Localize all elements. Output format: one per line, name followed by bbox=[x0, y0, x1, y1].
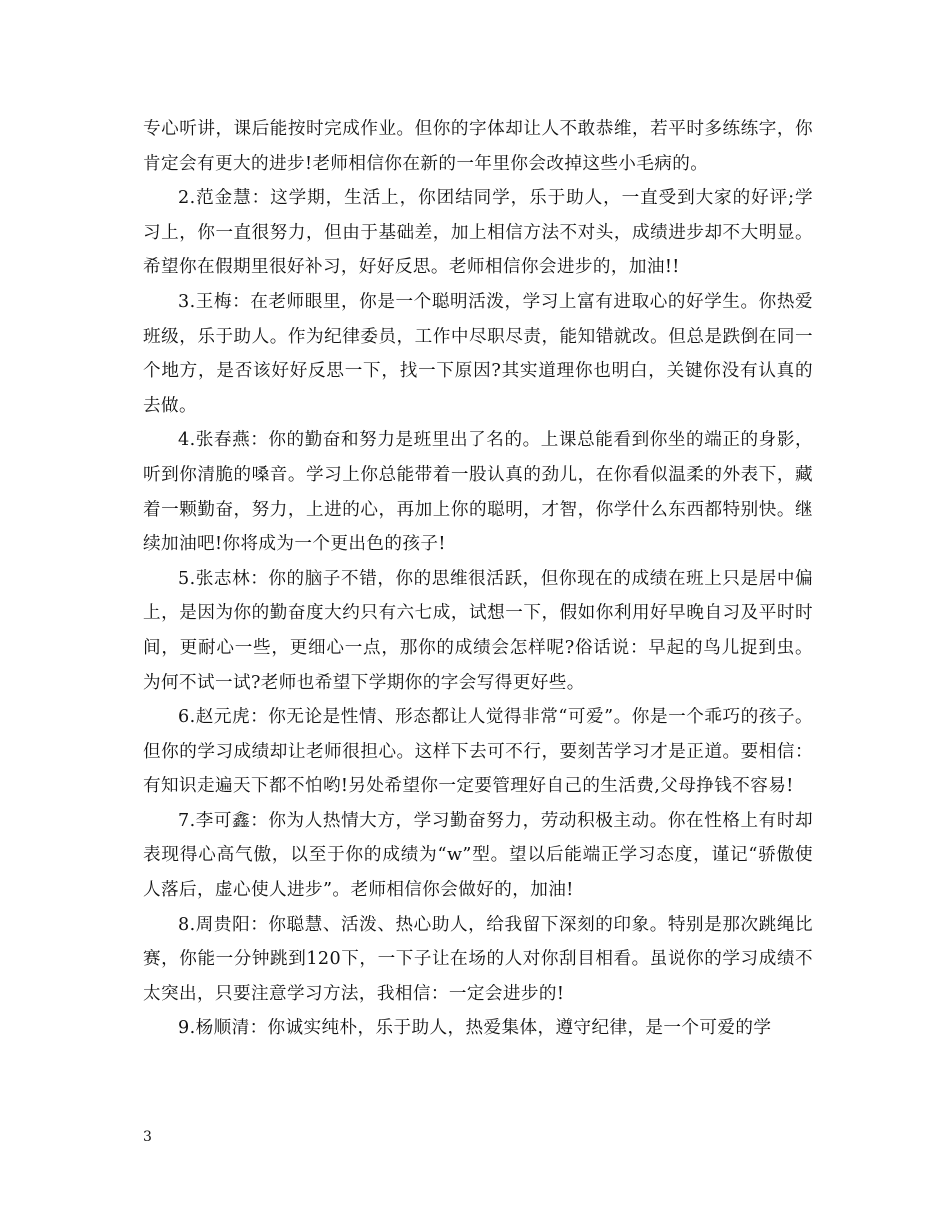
paragraph-comment-4: 4.张春燕：你的勤奋和努力是班里出了名的。上课总能看到你坐的端正的身影，听到你清脆的嗓音。学习上你总能带着一股认真的劲儿，在你看似温柔的外表下，藏着一颗勤奋，努力，上进的心，再加上你的聪明，才智，你学什么东西都特别快。继续加油吧!你将成为一个更出色的孩子! bbox=[143, 430, 813, 555]
paragraph-comment-3: 3.王梅：在老师眼里，你是一个聪明活泼，学习上富有进取心的好学生。你热爱班级，乐于助人。作为纪律委员，工作中尽职尽责，能知错就改。但总是跌倒在同一个地方，是否该好好反思一下，找一下原因?其实道理你也明白，关键你没有认真的去做。 bbox=[143, 291, 813, 416]
document-body bbox=[143, 112, 813, 1046]
paragraph-comment-2: 2.范金慧：这学期，生活上，你团结同学，乐于助人，一直受到大家的好评;学习上，你一直很努力，但由于基础差，加上相信方法不对头，成绩进步却不大明显。希望你在假期里很好补习，好好反思。老师相信你会进步的，加油!! bbox=[143, 188, 813, 278]
page-number: 3 bbox=[143, 1129, 152, 1145]
paragraph-comment-6: 6.赵元虎：你无论是性情、形态都让人觉得非常“可爱”。你是一个乖巧的孩子。但你的学习成绩却让老师很担心。这样下去可不行，要刻苦学习才是正道。要相信：有知识走遍天下都不怕哟!另处希望你一定要管理好自己的生活费,父母挣钱不容易! bbox=[143, 707, 813, 797]
paragraph-continued: 专心听讲，课后能按时完成作业。但你的字体却让人不敢恭维，若平时多练练字，你肯定会有更大的进步!老师相信你在新的一年里你会改掉这些小毛病的。 bbox=[143, 119, 813, 174]
paragraph-comment-9: 9.杨顺清：你诚实纯朴，乐于助人，热爱集体，遵守纪律，是一个可爱的学 bbox=[178, 1018, 772, 1039]
paragraph-comment-7: 7.李可鑫：你为人热情大方，学习勤奋努力，劳动积极主动。你在性格上有时却表现得心高气傲，以至于你的成绩为“w”型。望以后能端正学习态度，谨记“骄傲使人落后，虚心使人进步”。老师相信你会做好的，加油! bbox=[143, 810, 813, 901]
paragraph-comment-5: 5.张志林：你的脑子不错，你的思维很活跃，但你现在的成绩在班上只是居中偏上，是因为你的勤奋度大约只有六七成，试想一下，假如你利用好早晚自习及平时时间，更耐心一些，更细心一点，那你的成绩会怎样呢?俗话说：早起的鸟儿捉到虫。为何不试一试?老师也希望下学期你的字会写得更好些。 bbox=[143, 568, 813, 693]
paragraph-comment-8: 8.周贵阳：你聪慧、活泼、热心助人，给我留下深刻的印象。特别是那次跳绳比赛，你能一分钟跳到120下，一下子让在场的人对你刮目相看。虽说你的学习成绩不太突出，只要注意学习方法，我相信：一定会进步的! bbox=[143, 914, 813, 1004]
